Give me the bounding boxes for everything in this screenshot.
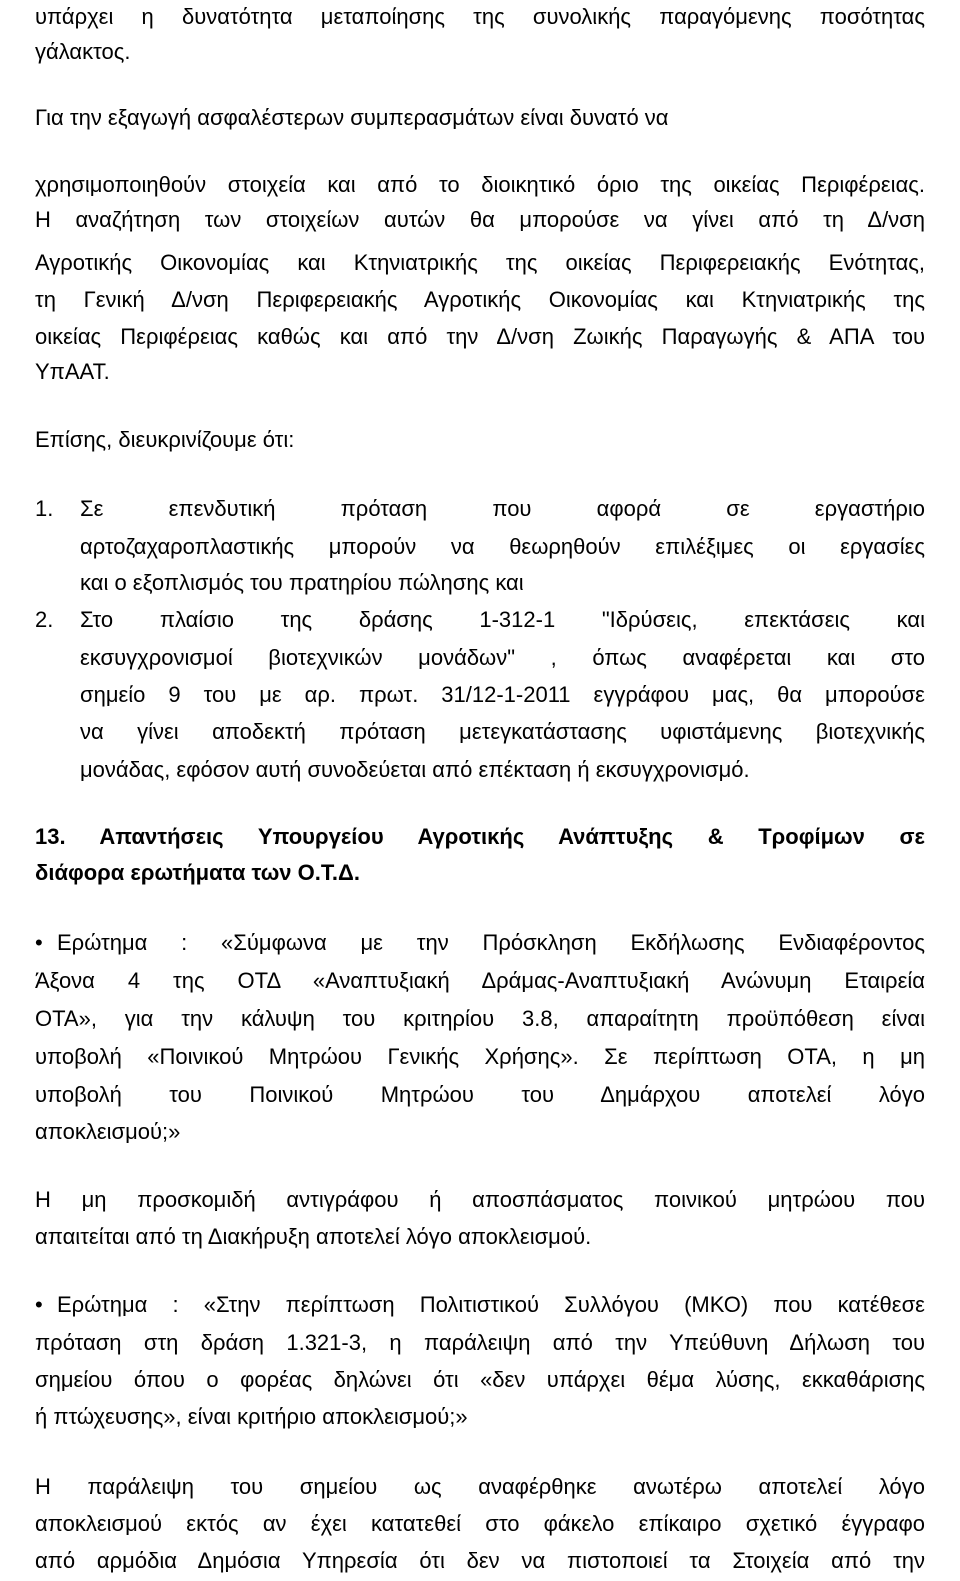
question-2-text: Ερώτημα : «Στην περίπτωση Πολιτιστικού Συλλόγου (ΜΚΟ) που κατέθεσε	[57, 1292, 925, 1317]
export-para-line-3: Η αναζήτηση των στοιχείων αυτών θα μπορούσε να γίνει από τη Δ/νση	[35, 207, 925, 232]
list-item-1	[35, 494, 925, 524]
question-2-line-3: σημείου όπου ο φορέας δηλώνει ότι «δεν υπάρχει θέμα λύσης, εκκαθάρισης	[35, 1367, 925, 1392]
list-item-2-line-4: να γίνει αποδεκτή πρόταση μετεγκατάστασης υφιστάμενης βιοτεχνικής	[80, 719, 925, 744]
question-1-line-6: αποκλεισμού;»	[35, 1119, 181, 1144]
export-para-line-5: τη Γενική Δ/νση Περιφερειακής Αγροτικής Οικονομίας και Κτηνιατρικής της	[35, 287, 925, 312]
question-1-line-1	[35, 928, 925, 958]
clarify-intro: Επίσης, διευκρινίζουμε ότι:	[35, 427, 295, 452]
answer-2-line-1: Η παράλειψη του σημείου ως αναφέρθηκε ανωτέρω αποτελεί λόγο	[35, 1474, 925, 1499]
section-13-heading-line-2: διάφορα ερωτήματα των Ο.Τ.Δ.	[35, 860, 360, 885]
list-item-2-line-3: σημείο 9 του με αρ. πρωτ. 31/12-1-2011 εγγράφου μας, θα μπορούσε	[80, 682, 925, 707]
question-1-line-4: υποβολή «Ποινικού Μητρώου Γενικής Χρήσης». Σε περίπτωση ΟΤΑ, η μη	[35, 1044, 925, 1069]
list-item-number: 2.	[35, 607, 54, 632]
bullet-icon: •	[35, 930, 43, 955]
list-item-text: Στο πλαίσιο της δράσης 1-312-1 "Ιδρύσεις, επεκτάσεις και	[80, 607, 925, 632]
list-item-2-line-2: εκσυγχρονισμοί βιοτεχνικών μονάδων" , όπως αναφέρεται και στο	[80, 645, 925, 670]
export-para-line-1: Για την εξαγωγή ασφαλέστερων συμπερασμάτων είναι δυνατό να	[35, 105, 669, 130]
list-item-1-line-2: αρτοζαχαροπλαστικής μπορούν να θεωρηθούν επιλέξιμες οι εργασίες	[80, 534, 925, 559]
list-item-text: Σε επενδυτική πρόταση που αφορά σε εργαστήριο	[80, 496, 925, 521]
export-para-line-6: οικείας Περιφέρειας καθώς και από την Δ/νση Ζωικής Παραγωγής & ΑΠΑ του	[35, 324, 925, 349]
list-item-2-line-5: μονάδας, εφόσον αυτή συνοδεύεται από επέκταση ή εκσυγχρονισμό.	[80, 757, 750, 782]
question-2-line-2: πρόταση στη δράση 1.321-3, η παράλειψη από την Υπεύθυνη Δήλωση του	[35, 1330, 925, 1355]
answer-2-line-3: από αρμόδια Δημόσια Υπηρεσία ότι δεν να πιστοποιεί τα Στοιχεία από την	[35, 1548, 925, 1573]
question-1-line-5: υποβολή του Ποινικού Μητρώου του Δημάρχου αποτελεί λόγο	[35, 1082, 925, 1107]
section-13-heading-line-1: 13. Απαντήσεις Υπουργείου Αγροτικής Ανάπτυξης & Τροφίμων σε	[35, 824, 925, 849]
intro-line-2: γάλακτος.	[35, 39, 131, 64]
answer-1-line-2: απαιτείται από τη Διακήρυξη αποτελεί λόγο αποκλεισμού.	[35, 1224, 592, 1249]
question-2-line-4: ή πτώχευσης», είναι κριτήριο αποκλεισμού;»	[35, 1404, 468, 1429]
question-2-line-1	[35, 1290, 925, 1320]
answer-2-line-2: αποκλεισμού εκτός αν έχει κατατεθεί στο φάκελο επίκαιρο σχετικό έγγραφο	[35, 1511, 925, 1536]
bullet-icon: •	[35, 1292, 43, 1317]
list-item-1-line-3: και ο εξοπλισμός του πρατηρίου πώλησης και	[80, 570, 524, 595]
list-item-2	[35, 605, 925, 635]
export-para-line-7: ΥπΑΑΤ.	[35, 359, 110, 384]
question-1-line-3: ΟΤΑ», για την κάλυψη του κριτηρίου 3.8, απαραίτητη προϋπόθεση είναι	[35, 1006, 925, 1031]
question-1-text: Ερώτημα : «Σύμφωνα με την Πρόσκληση Εκδήλωσης Ενδιαφέροντος	[57, 930, 925, 955]
list-item-number: 1.	[35, 496, 54, 521]
question-1-line-2: Άξονα 4 της ΟΤΔ «Αναπτυξιακή Δράμας-Αναπτυξιακή Ανώνυμη Εταιρεία	[35, 968, 925, 993]
intro-line-1: υπάρχει η δυνατότητα μεταποίησης της συνολικής παραγόμενης ποσότητας	[35, 4, 925, 29]
export-para-line-2: χρησιμοποιηθούν στοιχεία και από το διοικητικό όριο της οικείας Περιφέρειας.	[35, 172, 925, 197]
export-para-line-4: Αγροτικής Οικονομίας και Κτηνιατρικής της οικείας Περιφερειακής Ενότητας,	[35, 250, 925, 275]
answer-1-line-1: Η μη προσκομιδή αντιγράφου ή αποσπάσματος ποινικού μητρώου που	[35, 1187, 925, 1212]
